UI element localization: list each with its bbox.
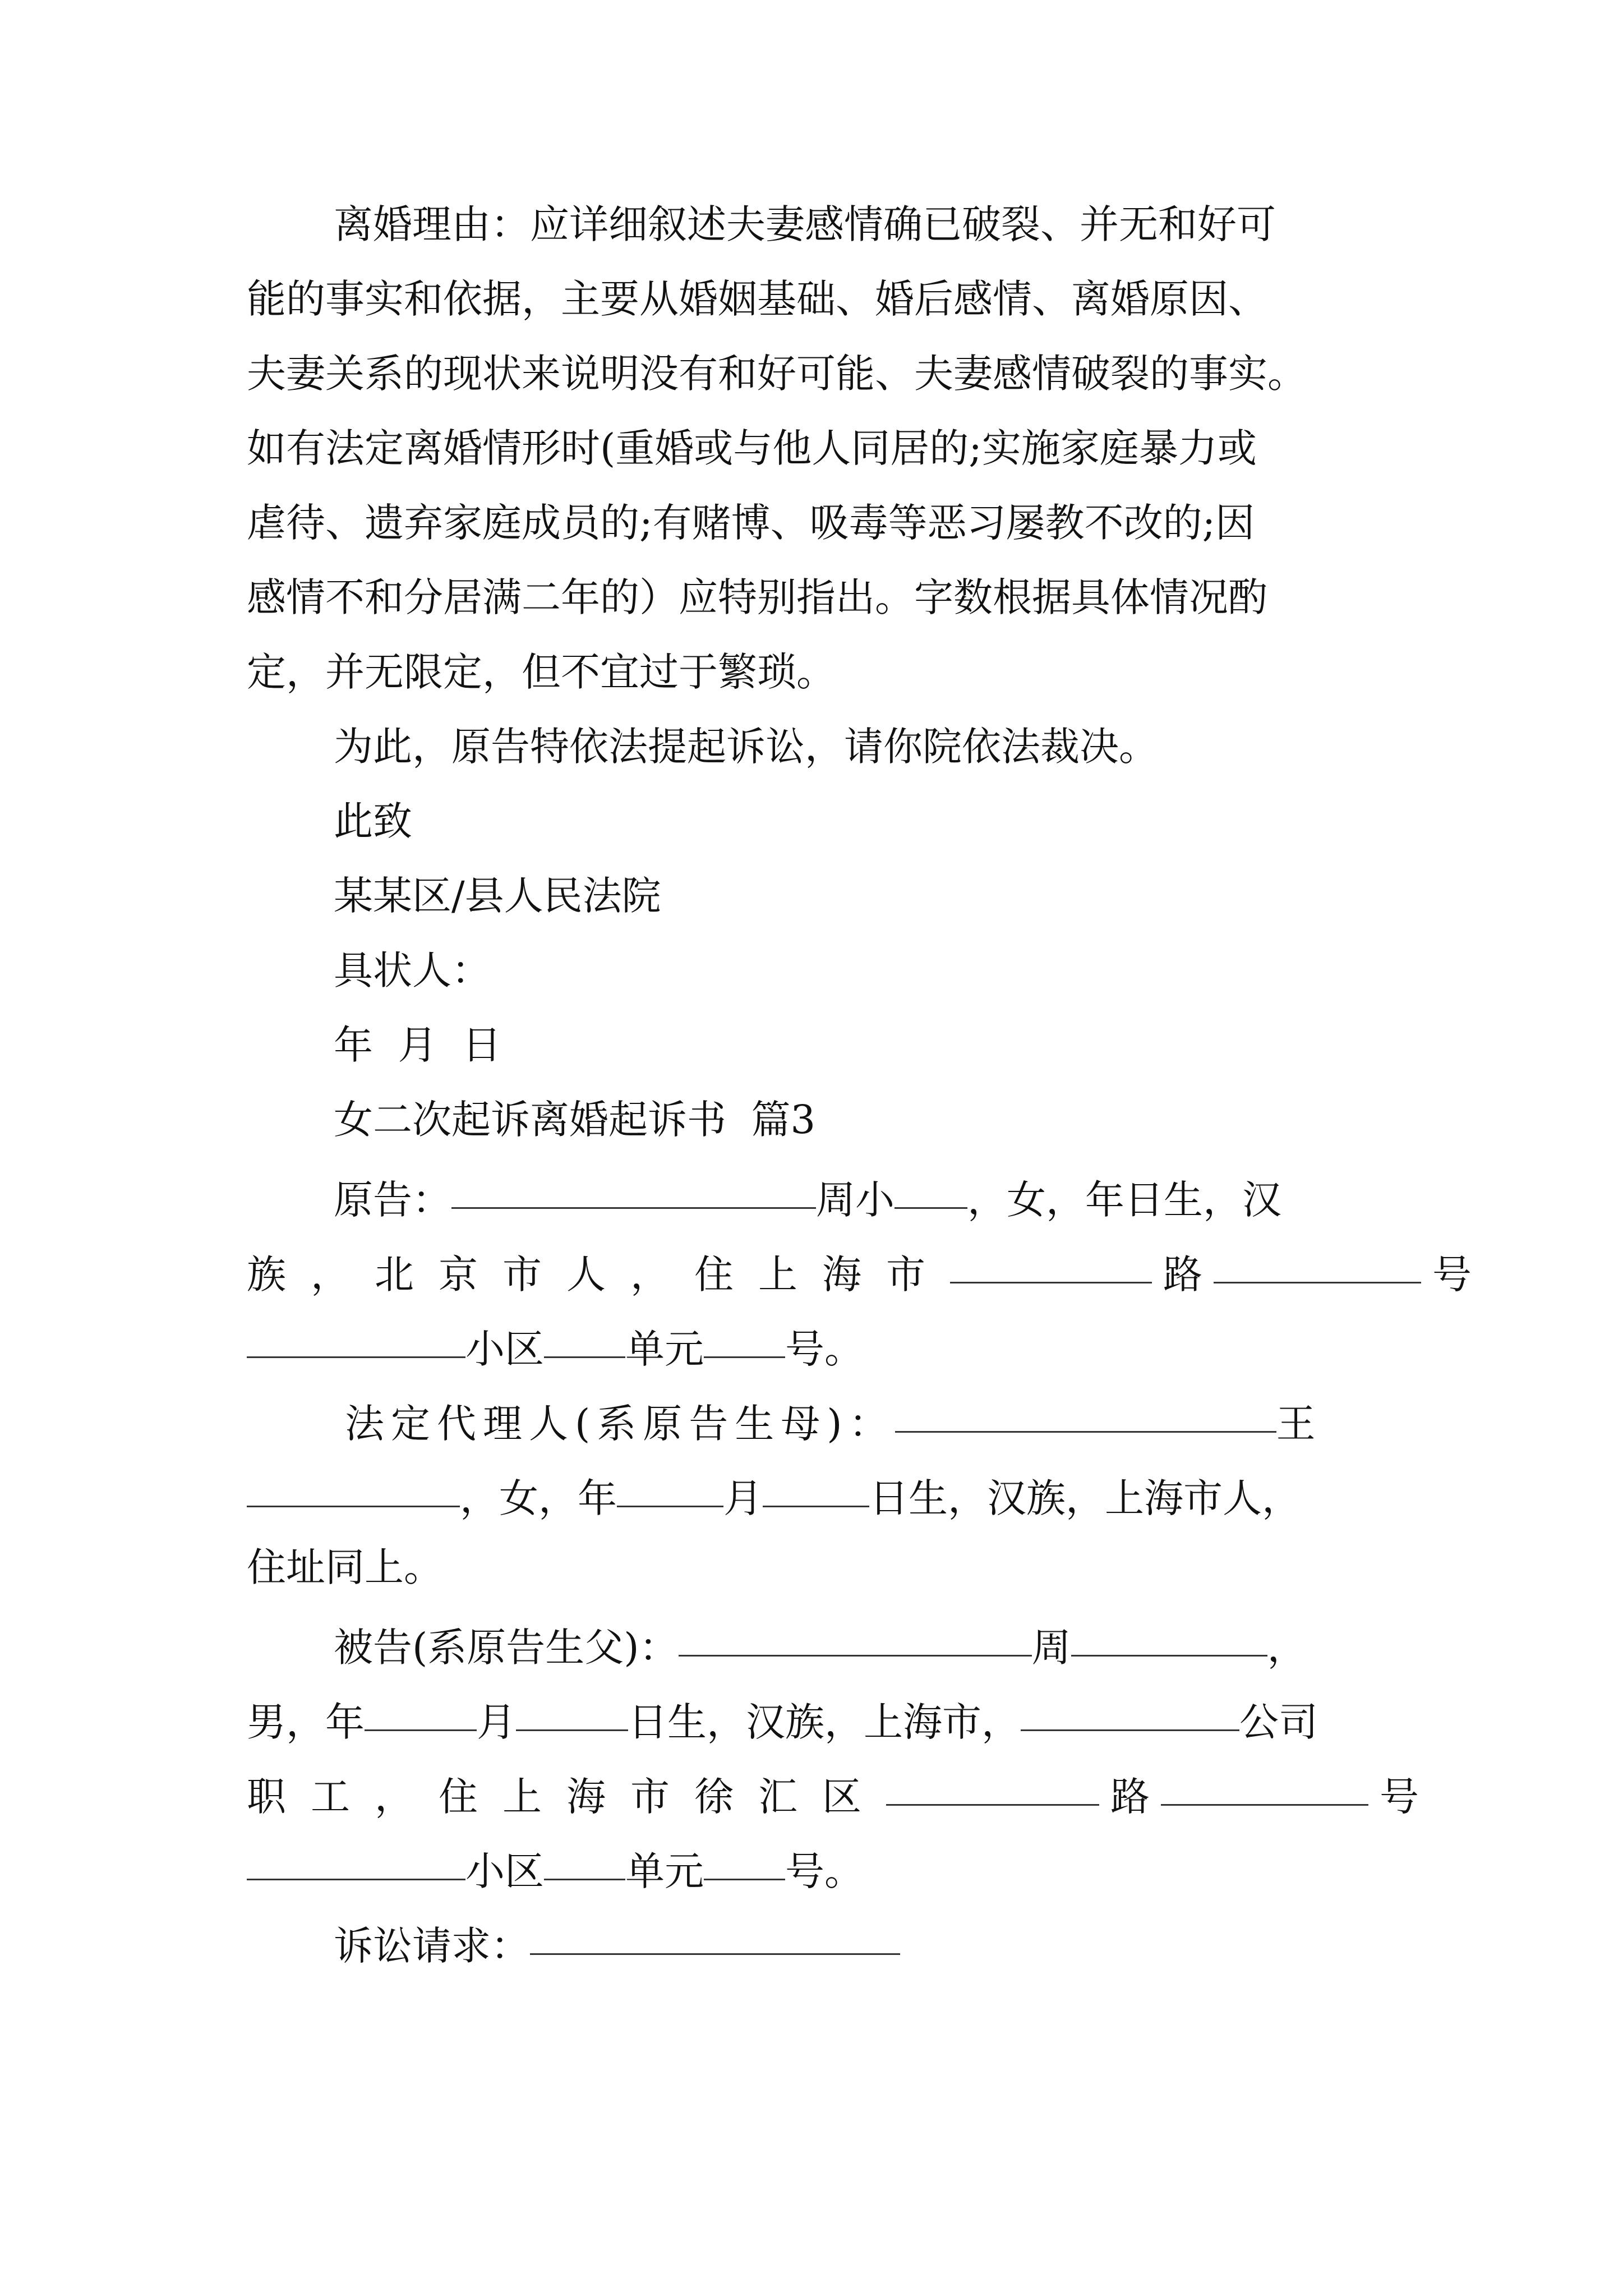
blank-field xyxy=(544,1313,625,1358)
blank-field xyxy=(544,1835,625,1880)
salutation: 此致 xyxy=(334,798,412,844)
blank-field xyxy=(516,1686,628,1731)
court-name: 某某区/县人民法院 xyxy=(334,873,661,919)
blank-field xyxy=(895,1163,967,1209)
agent-sex: ，女，年 xyxy=(460,1475,617,1521)
agent-line-2 xyxy=(247,1462,1301,1524)
blank-field xyxy=(451,1163,816,1209)
blank-field xyxy=(530,1910,900,1955)
plaintiff-line-1 xyxy=(334,1163,1281,1225)
defendant-day: 日生，汉族，上海市， xyxy=(628,1699,1021,1745)
road-label: 路 xyxy=(1163,1251,1202,1297)
community-label: 小区 xyxy=(465,1326,544,1372)
blank-field xyxy=(1161,1760,1368,1806)
agent-month: 月 xyxy=(723,1475,763,1521)
claims-label: 诉讼请求： xyxy=(334,1923,530,1969)
end-label: 号。 xyxy=(785,1848,864,1894)
defendant-line-4 xyxy=(247,1835,864,1897)
reason-line-7: 定，并无限定，但不宜过于繁琐。 xyxy=(247,649,836,695)
plaintiff-line-2 xyxy=(247,1238,1472,1300)
defendant-line-2 xyxy=(247,1686,1318,1747)
agent-line-1 xyxy=(345,1387,1316,1449)
blank-field xyxy=(704,1313,785,1358)
blank-field xyxy=(679,1611,1032,1657)
plaintiff-origin: 族，北京市人，住上海市 xyxy=(247,1251,950,1297)
agent-address: 住址同上。 xyxy=(247,1544,443,1590)
claims-line xyxy=(334,1910,900,1971)
date-line: 年 月 日 xyxy=(334,1022,502,1068)
defendant-address: 职工，住上海市徐汇区 xyxy=(247,1774,886,1820)
agent-label: 法定代理人(系原告生母)： xyxy=(345,1401,895,1447)
blank-field xyxy=(247,1462,460,1507)
blank-field xyxy=(895,1387,1276,1433)
reason-line-5: 虐待、遗弃家庭成员的;有赌博、吸毒等恶习屡教不改的;因 xyxy=(247,500,1255,546)
reason-line-4: 如有法定离婚情形时(重婚或与他人同居的;实施家庭暴力或 xyxy=(247,425,1257,471)
reason-line-2: 能的事实和依据，主要从婚姻基础、婚后感情、离婚原因、 xyxy=(247,276,1267,322)
blank-field xyxy=(950,1238,1152,1283)
defendant-male-year: 男，年 xyxy=(247,1699,365,1745)
section-title: 女二次起诉离婚起诉书 篇3 xyxy=(334,1097,816,1143)
defendant-name: 周 xyxy=(1031,1625,1071,1671)
number-label: 号 xyxy=(1432,1251,1472,1297)
number-label: 号 xyxy=(1380,1774,1419,1820)
road-label: 路 xyxy=(1110,1774,1150,1820)
defendant-comma: ， xyxy=(1267,1625,1307,1671)
plaintiff-line-3 xyxy=(247,1313,864,1374)
blank-field xyxy=(1071,1611,1267,1657)
reason-line-3: 夫妻关系的现状来说明没有和好可能、夫妻感情破裂的事实。 xyxy=(247,351,1307,397)
blank-field xyxy=(886,1760,1099,1806)
reason-line-1: 离婚理由：应详细叙述夫妻感情确已破裂、并无和好可 xyxy=(334,201,1276,247)
defendant-month: 月 xyxy=(477,1699,516,1745)
blank-field xyxy=(247,1835,465,1880)
blank-field xyxy=(704,1835,785,1880)
defendant-label: 被告(系原告生父)： xyxy=(334,1625,679,1671)
end-label: 号。 xyxy=(785,1326,864,1372)
plaintiff-info: ，女，年日生，汉 xyxy=(967,1177,1281,1223)
unit-label: 单元 xyxy=(625,1326,704,1372)
blank-field xyxy=(1214,1238,1421,1283)
agent-name: 王 xyxy=(1276,1401,1316,1447)
plaintiff-label: 原告： xyxy=(334,1177,451,1223)
request-line: 为此，原告特依法提起诉讼，请你院依法裁决。 xyxy=(334,724,1158,770)
defendant-line-3 xyxy=(247,1760,1419,1822)
reason-line-6: 感情不和分居满二年的）应特别指出。字数根据具体情况酌 xyxy=(247,574,1267,620)
plaintiff-name: 周小 xyxy=(816,1177,895,1223)
blank-field xyxy=(617,1462,723,1507)
blank-field xyxy=(247,1313,465,1358)
blank-field xyxy=(1021,1686,1239,1731)
blank-field xyxy=(763,1462,869,1507)
agent-day: 日生，汉族，上海市人， xyxy=(869,1475,1301,1521)
signer-label: 具状人： xyxy=(334,947,491,993)
unit-label: 单元 xyxy=(625,1848,704,1894)
defendant-company: 公司 xyxy=(1239,1699,1318,1745)
community-label: 小区 xyxy=(465,1848,544,1894)
defendant-line-1 xyxy=(334,1611,1307,1673)
blank-field xyxy=(365,1686,477,1731)
